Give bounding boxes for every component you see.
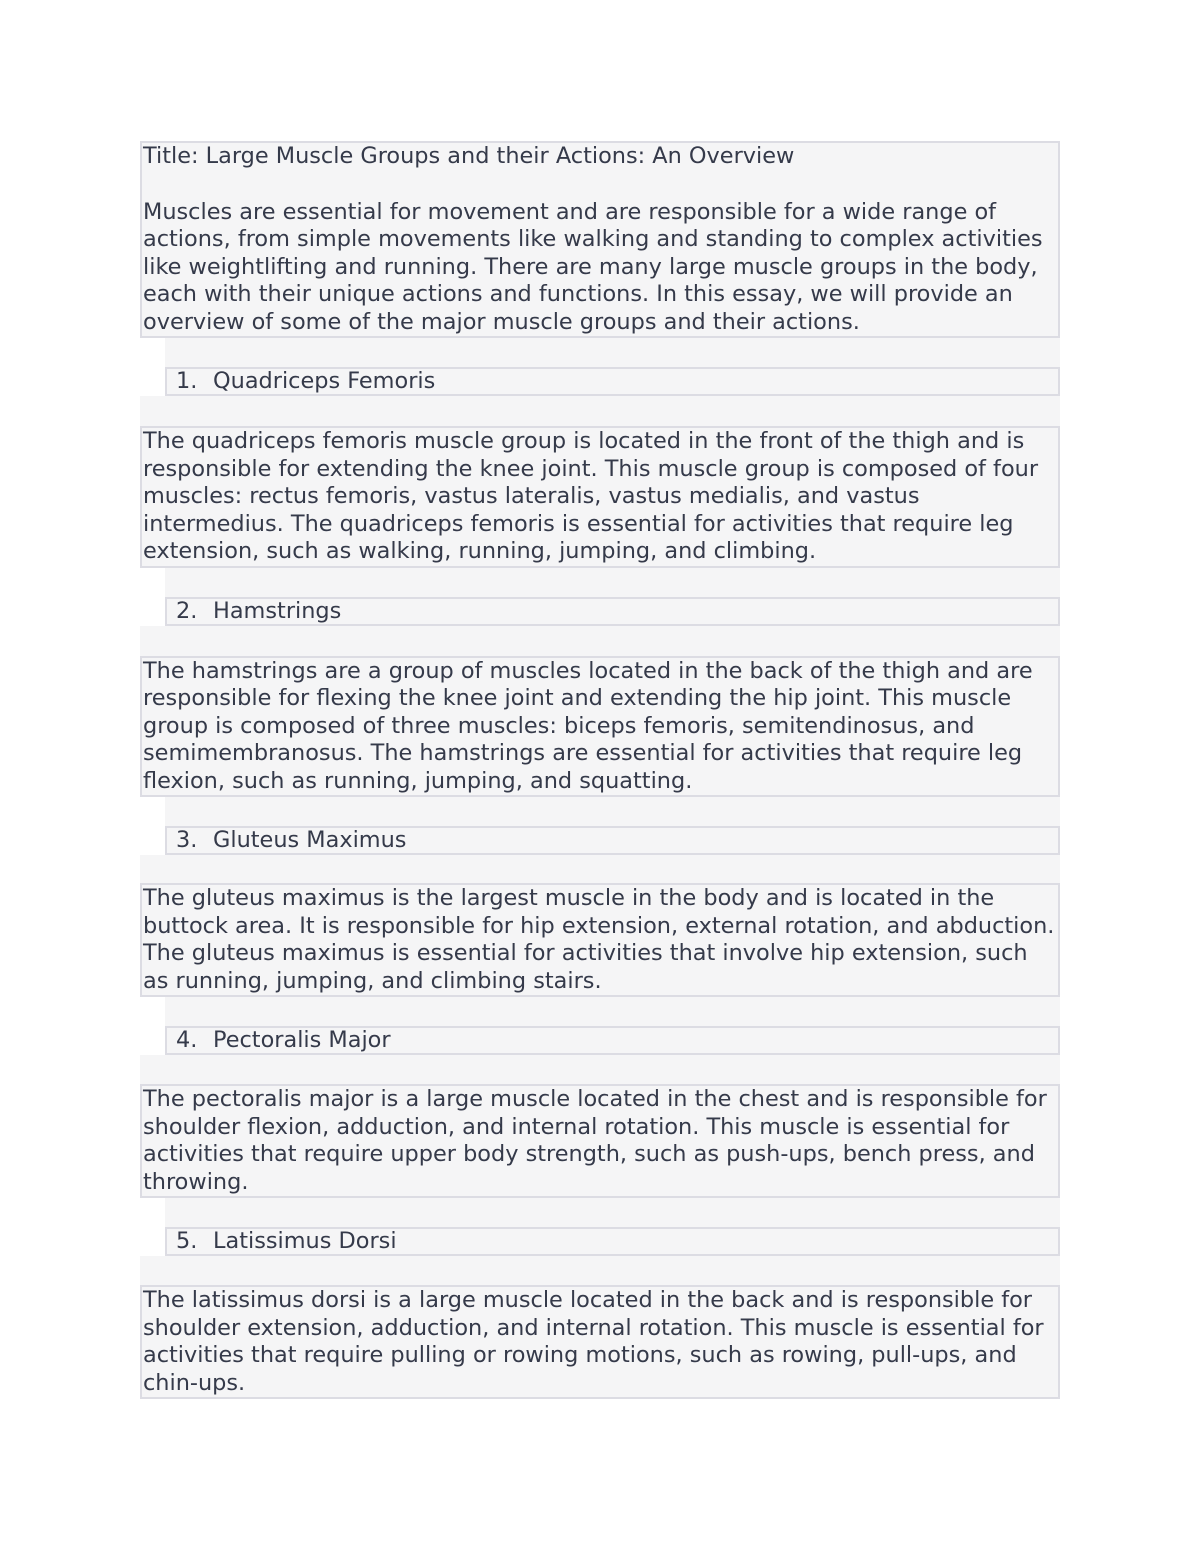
spacer <box>165 797 1060 826</box>
intro-block <box>140 141 1060 338</box>
section-number: 5. <box>176 1228 198 1254</box>
section-title: Hamstrings <box>213 597 342 624</box>
section-body <box>140 883 1060 997</box>
section-title: Pectoralis Major <box>213 1027 391 1053</box>
document-title: Title: Large Muscle Groups and their Actions: An Overview <box>143 143 795 169</box>
spacer <box>140 855 1060 883</box>
spacer <box>165 1198 1060 1227</box>
section-body <box>140 1285 1060 1399</box>
section-paragraph: The pectoralis major is a large muscle located in the chest and is responsible for shoulder flexion, adduction, and internal rotation. This muscle is essential for activities that require upper body strength, such as push-ups, bench press, and throwing. <box>143 1086 1047 1195</box>
section-paragraph: The hamstrings are a group of muscles located in the back of the thigh and are responsible for flexing the knee joint and extending the hip joint. This muscle group is composed of three muscles: biceps femoris, semitendinosus, and semimembranosus. The hamstrings are essential for activities that require leg flexion, such as running, jumping, and squatting. <box>143 657 1033 794</box>
spacer <box>140 1256 1060 1285</box>
section-paragraph: The gluteus maximus is the largest muscle in the body and is located in the buttock area. It is responsible for hip extension, external rotation, and abduction. The gluteus maximus is essential for activities that involve hip extension, such as running, jumping, and climbing stairs. <box>143 885 1055 994</box>
section-paragraph: The quadriceps femoris muscle group is located in the front of the thigh and is responsible for extending the knee joint. This muscle group is composed of four muscles: rectus femoris, vastus lateralis, vastus medialis, and vastus intermedius. The quadriceps femoris is essential for activities that require leg extension, such as walking, running, jumping, and climbing. <box>143 428 1039 564</box>
section-title: Gluteus Maximus <box>213 827 407 853</box>
spacer <box>140 1055 1060 1084</box>
section-number: 2. <box>176 597 198 624</box>
section-number: 1. <box>176 368 198 394</box>
section-heading <box>165 1227 1060 1256</box>
spacer <box>140 626 1060 656</box>
section-heading <box>165 1026 1060 1055</box>
blank-line <box>143 171 1057 199</box>
section-heading <box>165 826 1060 855</box>
section-number: 3. <box>176 827 198 853</box>
spacer <box>165 338 1060 367</box>
section-heading <box>165 597 1060 626</box>
section-body <box>140 1084 1060 1198</box>
section-number: 4. <box>176 1027 198 1053</box>
section-title: Latissimus Dorsi <box>213 1228 397 1254</box>
section-body <box>140 656 1060 798</box>
section-paragraph: The latissimus dorsi is a large muscle located in the back and is responsible for shoulder extension, adduction, and internal rotation. This muscle is essential for activities that require pulling or rowing motions, such as rowing, pull-ups, and chin-ups. <box>143 1287 1044 1396</box>
section-heading <box>165 367 1060 396</box>
spacer <box>140 396 1060 426</box>
section-title: Quadriceps Femoris <box>213 368 436 394</box>
section-body <box>140 426 1060 568</box>
spacer <box>165 997 1060 1026</box>
spacer <box>165 568 1060 597</box>
intro-paragraph: Muscles are essential for movement and are responsible for a wide range of actions, from simple movements like walking and standing to complex activities like weightlifting and running. There are many large muscle groups in the body, each with their unique actions and functions. In this essay, we will provide an overview of some of the major muscle groups and their actions. <box>143 198 1043 335</box>
document-page <box>140 141 1060 1399</box>
